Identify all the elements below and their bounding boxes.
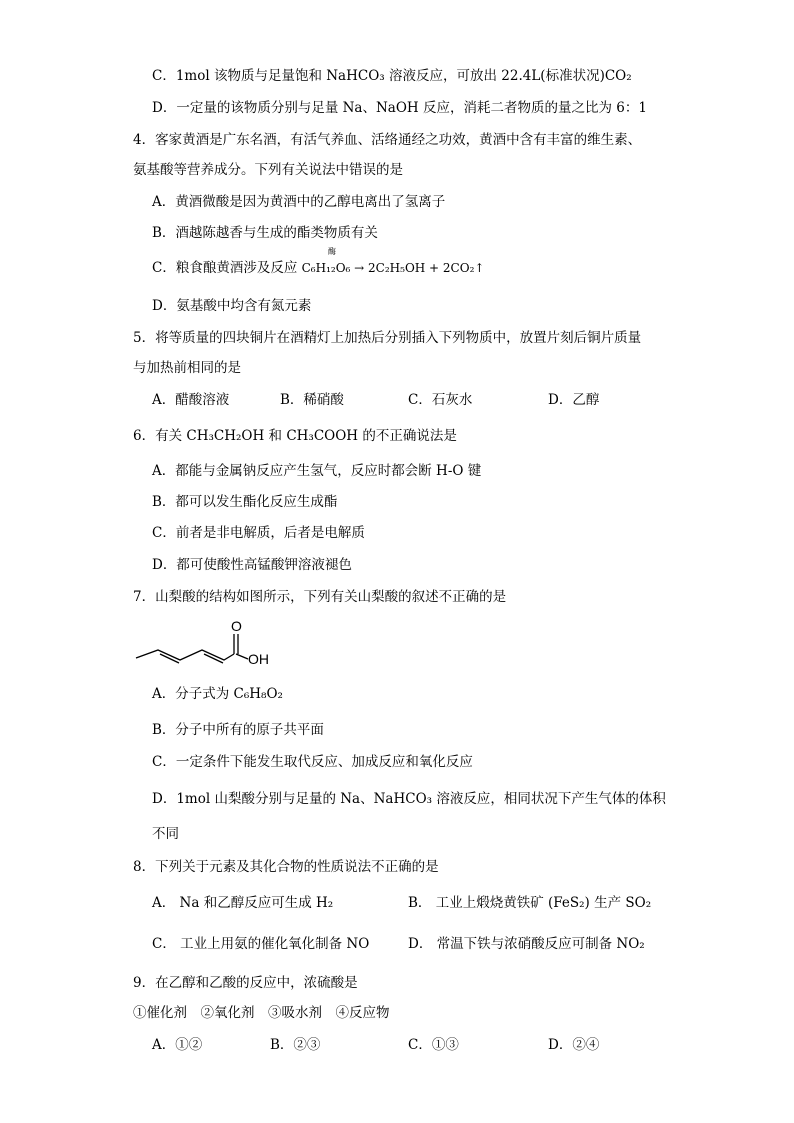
atom-oh-label: OH	[248, 651, 269, 667]
q8-option-b: B． 工业上煅烧黄铁矿 (FeS₂) 生产 SO₂	[408, 895, 652, 911]
q5-stem-line1: 5．将等质量的四块铜片在酒精灯上加热后分别插入下列物质中，放置片刻后铜片质量	[133, 330, 642, 346]
q4-option-d: D．氨基酸中均含有氮元素	[152, 298, 312, 314]
q6-option-b: B．都可以发生酯化反应生成酯	[152, 494, 338, 510]
q8-option-c: C． 工业上用氨的催化氧化制备 NO	[152, 936, 370, 952]
q4-stem-line1: 4．客家黄酒是广东名酒，有活气养血、活络通经之功效，黄酒中含有丰富的维生素、	[133, 132, 642, 148]
q4-option-c-prefix: C．粮食酿黄酒涉及反应	[152, 260, 302, 276]
q4-reaction-formula: C₆H₁₂O₆ → 2C₂H₅OH + 2CO₂↑	[301, 261, 485, 275]
q9-stem: 9．在乙醇和乙酸的反应中，浓硫酸是	[133, 975, 358, 991]
q9-option-b: B．②③	[270, 1037, 321, 1053]
q5-option-d: D．乙醇	[548, 392, 600, 408]
q5-option-c: C．石灰水	[408, 392, 473, 408]
q7-option-a: A．分子式为 C₆H₈O₂	[152, 686, 283, 702]
q4-option-c	[152, 258, 484, 278]
q8-option-d: D． 常温下铁与浓硝酸反应可制备 NO₂	[408, 936, 645, 952]
q8-option-a: A． Na 和乙醇反应可生成 H₂	[152, 895, 334, 911]
q7-option-d-line1: D．1mol 山梨酸分别与足量的 Na、NaHCO₃ 溶液反应，相同状况下产生气体的体积	[152, 791, 666, 807]
q6-stem: 6．有关 CH₃CH₂OH 和 CH₃COOH 的不正确说法是	[133, 428, 457, 444]
sorbic-acid-structure	[130, 614, 280, 674]
q4-stem-line2: 氨基酸等营养成分。下列有关说法中错误的是	[133, 162, 403, 178]
q5-options-row	[152, 390, 632, 410]
q9-option-c: C．①③	[408, 1037, 459, 1053]
q5-option-a: A．醋酸溶液	[152, 392, 230, 408]
q5-option-b: B．稀硝酸	[280, 392, 344, 408]
q9-items: ①催化剂 ②氧化剂 ③吸水剂 ④反应物	[133, 1005, 390, 1021]
q4-catalyst-label: 酶	[328, 247, 336, 256]
q6-option-d: D．都可使酸性高锰酸钾溶液褪色	[152, 557, 352, 573]
q6-option-a: A．都能与金属钠反应产生氢气，反应时都会断 H-O 键	[152, 463, 482, 479]
q7-stem: 7．山梨酸的结构如图所示，下列有关山梨酸的叙述不正确的是	[133, 589, 507, 605]
q9-options-row	[152, 1035, 632, 1055]
q3-option-d: D．一定量的该物质分别与足量 Na、NaOH 反应，消耗二者物质的量之比为 6：1	[152, 100, 647, 116]
q6-option-c: C．前者是非电解质，后者是电解质	[152, 525, 365, 541]
q8-stem: 8．下列关于元素及其化合物的性质说法不正确的是	[133, 859, 439, 875]
q7-option-d-line2: 不同	[152, 826, 179, 842]
atom-o-label: O	[231, 618, 242, 634]
q9-option-d: D．②④	[548, 1037, 600, 1053]
q3-option-c: C．1mol 该物质与足量饱和 NaHCO₃ 溶液反应，可放出 22.4L(标准状况)CO₂	[152, 68, 632, 84]
q4-option-a: A．黄酒微酸是因为黄酒中的乙醇电离出了氢离子	[152, 194, 446, 210]
q9-option-a: A．①②	[152, 1037, 203, 1053]
q4-option-b: B．酒越陈越香与生成的酯类物质有关	[152, 225, 378, 241]
q7-option-c: C．一定条件下能发生取代反应、加成反应和氧化反应	[152, 754, 473, 770]
q5-stem-line2: 与加热前相同的是	[133, 360, 241, 376]
q7-option-b: B．分子中所有的原子共平面	[152, 722, 324, 738]
